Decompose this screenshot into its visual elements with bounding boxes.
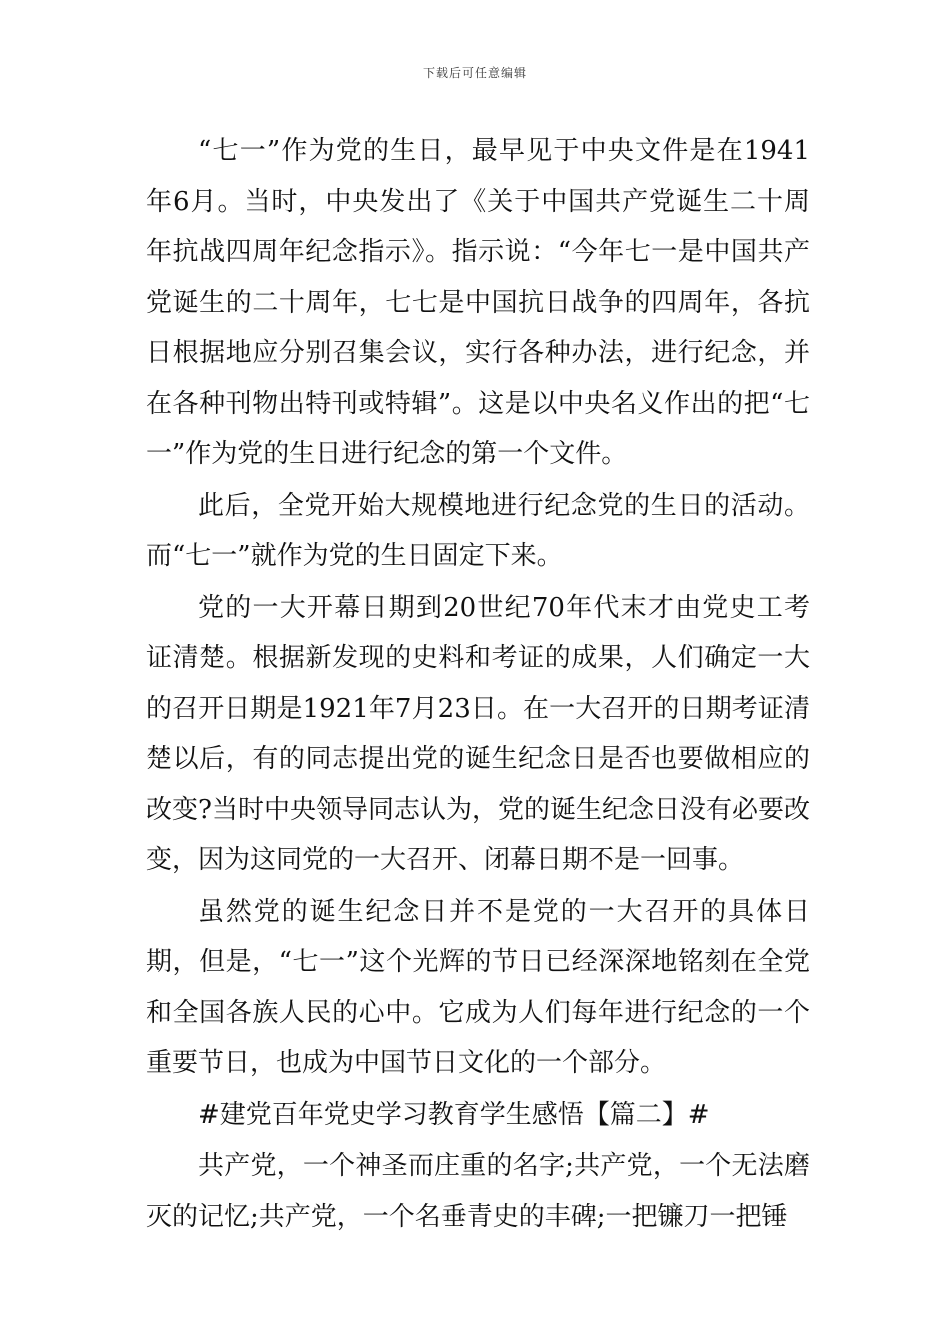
header-note: 下载后可任意编辑 (422, 66, 527, 80)
paragraph-4: 虽然党的诞生纪念日并不是党的一大召开的具体日期，但是，“七一”这个光辉的节日已经深深地铭刻在全党和全国各族人民的心中。它成为人们每年进行纪念的一个重要节日，也成为中国节日文化的一个部分。 (146, 896, 810, 1078)
section-heading: #建党百年党史学习教育学生感悟【篇二】# (198, 1099, 710, 1130)
paragraph-3: 党的一大开幕日期到20世纪70年代末才由党史工考证清楚。根据新发现的史料和考证的成果，人们确定一大的召开日期是1921年7月23日。在一大召开的日期考证清楚以后，有的同志提出党的诞生纪念日是否也要做相应的改变?当时中央领导同志认为，党的诞生纪念日没有必要改变，因为这同党的一大召开、闭幕日期不是一回事。 (146, 592, 810, 875)
paragraph-1: “七一”作为党的生日，最早见于中央文件是在1941年6月。当时，中央发出了《关于中国共产党诞生二十周年抗战四周年纪念指示》。指示说：“今年七一是中国共产党诞生的二十周年，七七是中国抗日战争的四周年，各抗日根据地应分别召集会议，实行各种办法，进行纪念，并在各种刊物出特刊或特辑”。这是以中央名义作出的把“七一”作为党的生日进行纪念的第一个文件。 (146, 136, 810, 469)
paragraph-6: 共产党，一个神圣而庄重的名字;共产党，一个无法磨灭的记忆;共产党，一个名垂青史的丰碑;一把镰刀一把锤 (146, 1151, 810, 1232)
document-body (146, 126, 810, 1243)
paragraph-2: 此后，全党开始大规模地进行纪念党的生日的活动。而“七一”就作为党的生日固定下来。 (146, 490, 810, 571)
